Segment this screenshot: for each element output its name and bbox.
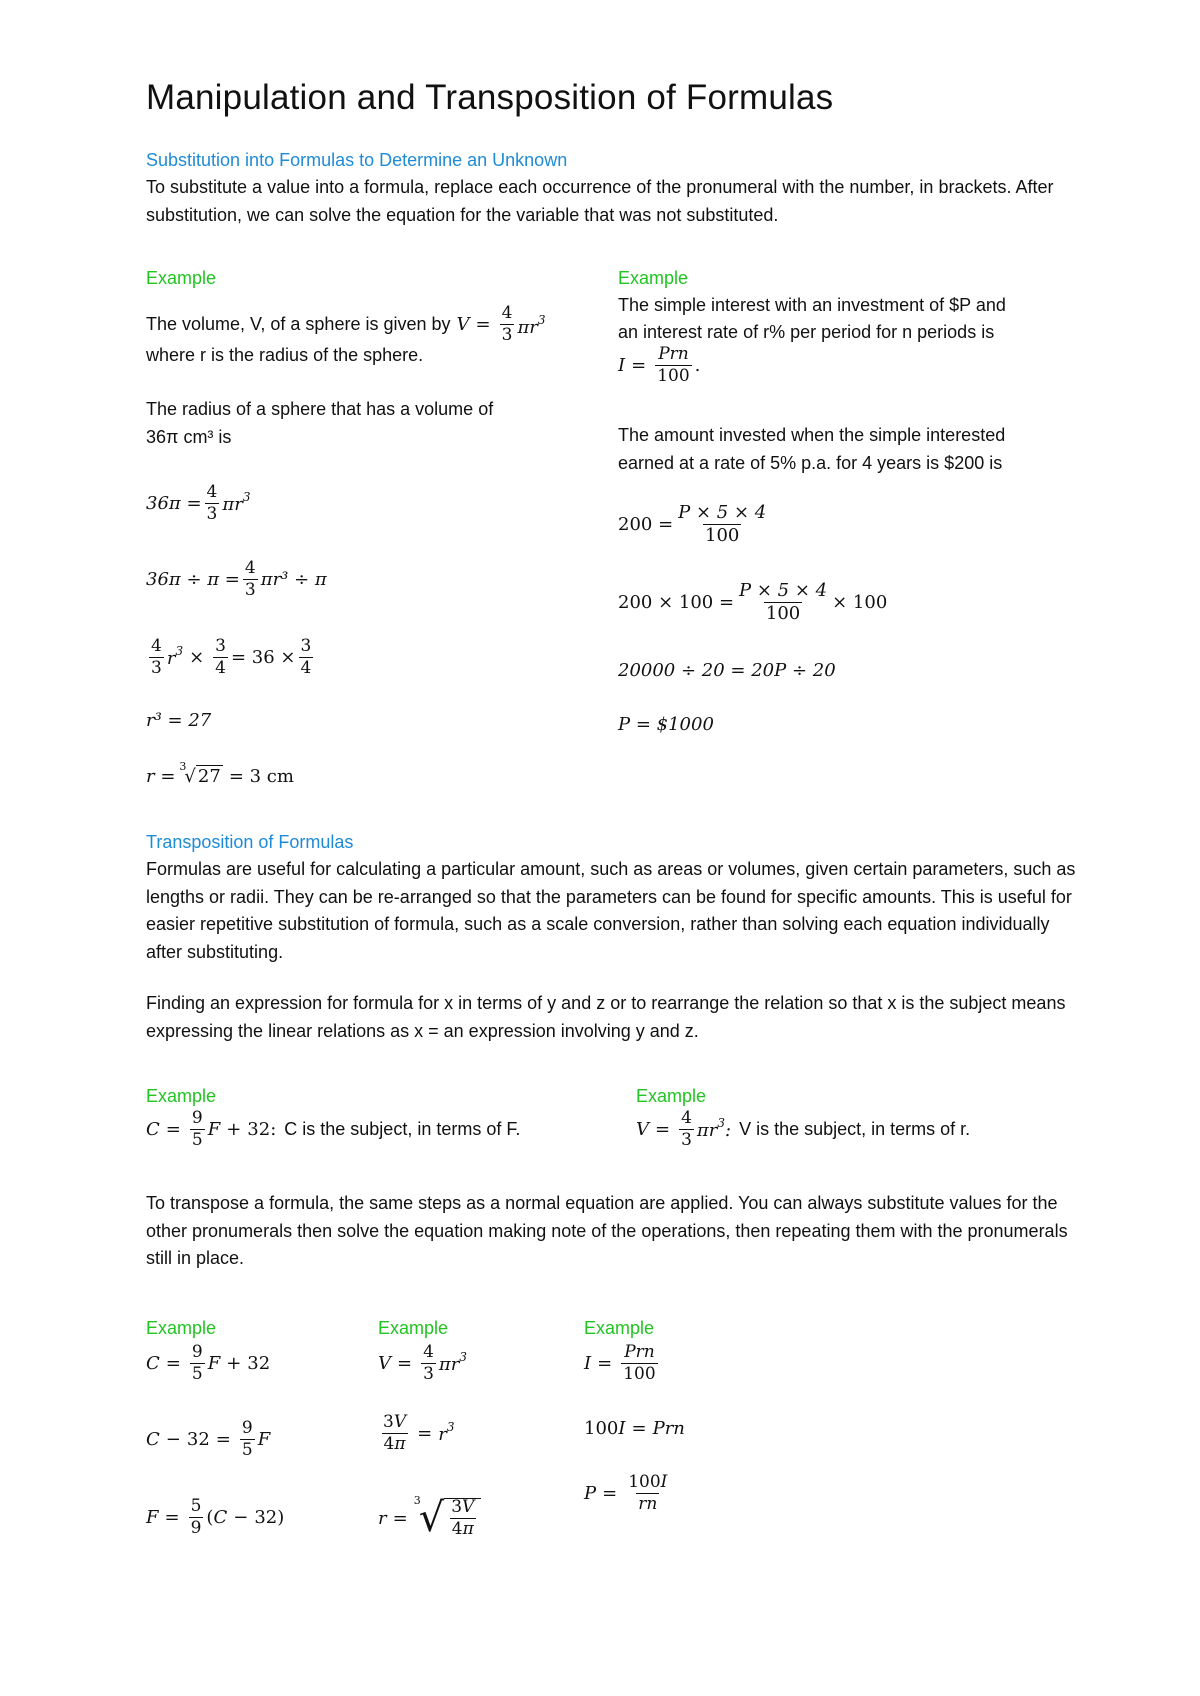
section-heading-transposition: Transposition of Formulas [146,832,354,852]
subject-c-text: C is the subject, in terms of F. [284,1119,521,1139]
volume-root-index: 3 [413,1493,421,1507]
sphere-step2-lhs: 36π ÷ π = [146,569,240,590]
interest-step-3 [618,660,836,681]
sphere-statement-text: The volume, V, of a sphere is given by [146,314,451,334]
interest-formula: I = Prn 100 . [618,344,701,386]
sphere-radius-note: where r is the radius of the sphere. [146,345,424,365]
section-heading-substitution: Substitution into Formulas to Determine an Unknown [146,150,568,170]
sphere-step5-rhs: = 3 cm [228,765,294,787]
interest-step2-tail: × 100 [832,592,888,613]
interest-step2-num: P × 5 × 4 [739,580,828,601]
sphere-step1-lhs: 36π = [146,493,202,514]
volume-cube-root: 3 √ $\frac{3V}{4\pi}$ [414,1498,482,1538]
interest-question-line2: earned at a rate of 5% p.a. for 4 years is $200 is [618,453,1003,473]
interest2-step-3: P = $\frac{100I}{rn}$ [584,1472,668,1514]
example-label-sphere: Example [146,268,217,288]
celsius-step-3: F = $\frac{5}{9}$ ( C − 32) [146,1496,285,1538]
sphere-step-2: 36π ÷ π = $\frac{4}{3}$ πr³ ÷ π [146,558,327,600]
example-label-subject-v: Example [636,1086,707,1106]
subject-v-formula: V = $\frac{4}{3}$ $\pi r^3$: V is the subject, in terms of r. [636,1108,971,1150]
interest-step2-lhs: 200 × 100 = [618,592,735,613]
sphere-step-4 [146,710,211,731]
example-label-subject-c: Example [146,1086,217,1106]
interest-question-line1: The amount invested when the simple interested [618,425,1006,445]
root-index: 3 [179,759,187,773]
sphere-volume-statement [146,305,546,344]
interest2-step-2: 100I = Prn [584,1418,685,1439]
interest-step-1 [618,504,771,545]
sphere-step5-lhs: r = [146,765,176,787]
sphere-step-3: 4 3 $r^3$ × $\frac{3}{4}$ = 36 × $\frac{3}{4}$ [151,636,312,678]
celsius-step-1: C = $\frac{9}{5}$ F + 32 [146,1342,271,1384]
transposition-paragraph-1: Formulas are useful for calculating a particular amount, such as areas or volumes, given certain parameters, such as lengths or radii. They can be re-arranged so that the parameters can be found for specific amounts. This is useful for easier repetitive substitution of formula, such as a scale conversion, rather than solving each equation individually after substituting. [146,859,1076,962]
radicand: 27 [197,766,221,787]
sphere-question-line2: 36π cm³ is [146,427,232,447]
interest-step2-den: 100 [765,603,801,624]
interest-statement-line2: an interest rate of r% per period for n periods is [618,322,995,342]
sphere-step-1: 36π = $\frac{4}{3}$ $\pi r^3$ [146,482,251,524]
cube-root: 3 √ 27 [179,759,221,787]
subject-c-formula: C = $\frac{9}{5}$ F + 32: C is the subject, in terms of F. [146,1108,521,1150]
subject-v-text: V is the subject, in terms of r. [739,1119,971,1139]
interest-step1-num: P × 5 × 4 [678,502,767,523]
sphere-step-5 [146,759,294,787]
example-label-interest-2: Example [584,1318,655,1338]
volume-step-2: $\frac{3V}{4\pi}$ = $r^3$ [383,1412,455,1454]
interest-step-2 [618,582,887,623]
interest-step4-text: P = $1000 [618,714,714,735]
interest-step3-text: 20000 ÷ 20 = 20P ÷ 20 [618,660,836,681]
transposition-paragraph-3: To transpose a formula, the same steps as a normal equation are applied. You can always substitute values for the other pronumerals then solve the equation making note of the operations, then repeating them with the pronumerals still in place. [146,1193,1068,1268]
substitution-intro: To substitute a value into a formula, replace each occurrence of the pronumeral with the number, in brackets. After substitution, we can solve the equation for the variable that was not substituted. [146,177,1054,225]
volume-step-3: r = 3 √ $\frac{3V}{4\pi}$ [378,1498,481,1538]
transposition-paragraph-2: Finding an expression for formula for x in terms of y and z or to rearrange the relation so that x is the subject means expressing the linear relations as x = an expression involving y and z. [146,993,1066,1041]
example-label-interest: Example [618,268,689,288]
sphere-step4-text: r³ = 27 [146,710,212,731]
example-label-celsius: Example [146,1318,217,1338]
sphere-volume-formula: V = $\frac{4}{3}$ $\pi r^3$ [456,303,546,345]
page-title: Manipulation and Transposition of Formulas [146,78,834,117]
sphere-step3-mid: = 36 × [231,647,296,668]
interest-step-4 [618,714,714,735]
volume-step-1: V = $\frac{4}{3}$ $\pi r^3$ [378,1342,467,1384]
interest2-step-1: I = Prn 100 [584,1342,656,1384]
interest-step1-den: 100 [705,525,740,546]
interest-statement-line1: The simple interest with an investment of $P and [618,295,1006,315]
example-label-volume: Example [378,1318,449,1338]
sphere-question-line1: The radius of a sphere that has a volume of [146,399,494,419]
interest-step1-lhs: 200 = [618,514,674,535]
sphere-step2-tail: πr³ ÷ π [260,569,327,590]
celsius-step-2: C − 32 = $\frac{9}{5}$ F [146,1418,271,1460]
